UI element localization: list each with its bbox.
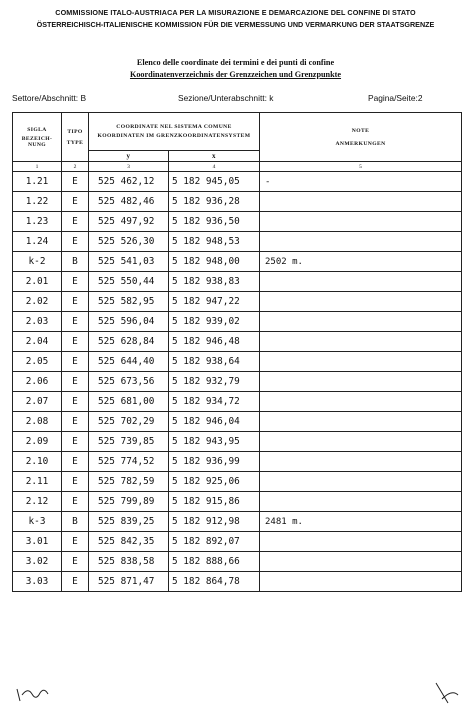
cell-y: 525 871,47 [89,572,169,592]
cell-x: 5 182 943,95 [169,432,260,452]
cell-note [260,232,462,252]
cell-x: 5 182 938,83 [169,272,260,292]
cell-x: 5 182 936,99 [169,452,260,472]
cell-y: 525 681,00 [89,392,169,412]
cell-sigla: k-3 [13,512,62,532]
column-header-tipo [62,113,89,162]
cell-y: 525 526,30 [89,232,169,252]
sigla-label-2: BEZEICH- [21,135,53,142]
table-row [13,432,462,452]
cell-note [260,492,462,512]
table-row [13,532,462,552]
cell-tipo: E [62,272,89,292]
table-row [13,232,462,252]
document-title-de: Koordinatenverzeichnis der Grenzzeichen und Grenzpunkte [129,70,342,79]
table-row [13,272,462,292]
settore-field [12,93,86,103]
sezione-label: Sezione/Unterabschnitt: [178,93,267,103]
table-row [13,552,462,572]
cell-x: 5 182 864,78 [169,572,260,592]
cell-note [260,532,462,552]
document-title-it: Elenco delle coordinate dei termini e dei punti di confine [136,58,335,67]
cell-note [260,212,462,232]
cell-y: 525 582,95 [89,292,169,312]
column-number-4: 4 [169,162,260,172]
table-row [13,212,462,232]
cell-sigla: 2.10 [13,452,62,472]
cell-x: 5 182 945,05 [169,172,260,192]
tipo-label-1: TIPO [67,128,83,135]
pagina-label: Pagina/Seite: [368,93,418,103]
cell-tipo: E [62,532,89,552]
cell-sigla: 1.23 [13,212,62,232]
cell-y: 525 842,35 [89,532,169,552]
cell-x: 5 182 892,07 [169,532,260,552]
cell-tipo: E [62,412,89,432]
cell-x: 5 182 946,48 [169,332,260,352]
cell-tipo: B [62,252,89,272]
cell-sigla: 3.01 [13,532,62,552]
cell-y: 525 774,52 [89,452,169,472]
cell-x: 5 182 947,22 [169,292,260,312]
cell-tipo: E [62,452,89,472]
signature-right [430,679,464,707]
cell-note [260,452,462,472]
sigla-label-3: NUNG [27,141,47,148]
table-row [13,332,462,352]
column-number-1: 1 [13,162,62,172]
cell-sigla: 2.05 [13,352,62,372]
table-row [13,392,462,412]
cell-x: 5 182 934,72 [169,392,260,412]
signature-left [14,681,54,705]
header-line-it: COMMISSIONE ITALO-AUSTRIACA PER LA MISURAZIONE E DEMARCAZIONE DEL CONFINE DI STATO [55,8,416,17]
cell-note [260,552,462,572]
cell-tipo: E [62,232,89,252]
sezione-field [178,93,273,103]
note-label-de: ANMERKUNGEN [335,140,386,147]
cell-note [260,392,462,412]
cell-sigla: 3.03 [13,572,62,592]
cell-y: 525 550,44 [89,272,169,292]
table-row [13,472,462,492]
cell-sigla: 3.02 [13,552,62,572]
cell-sigla: 2.11 [13,472,62,492]
cell-y: 525 799,89 [89,492,169,512]
cell-y: 525 541,03 [89,252,169,272]
cell-note [260,352,462,372]
cell-tipo: E [62,492,89,512]
cell-note [260,412,462,432]
coord-label-it: COORDINATE NEL SISTEMA COMUNE [116,124,232,130]
cell-y: 525 596,04 [89,312,169,332]
cell-tipo: E [62,432,89,452]
cell-note: - [260,172,462,192]
cell-y: 525 702,29 [89,412,169,432]
cell-x: 5 182 948,00 [169,252,260,272]
cell-tipo: E [62,312,89,332]
cell-x: 5 182 925,06 [169,472,260,492]
cell-sigla: 2.09 [13,432,62,452]
column-number-3: 3 [89,162,169,172]
cell-tipo: E [62,552,89,572]
settore-value: B [80,93,87,103]
cell-note: 2481 m. [260,512,462,532]
note-label-it: NOTE [351,127,370,134]
cell-note [260,332,462,352]
cell-tipo: E [62,192,89,212]
cell-note [260,432,462,452]
cell-x: 5 182 946,04 [169,412,260,432]
cell-x: 5 182 912,98 [169,512,260,532]
cell-note [260,372,462,392]
cell-x: 5 182 936,50 [169,212,260,232]
cell-sigla: 2.01 [13,272,62,292]
table-row [13,192,462,212]
table-row [13,492,462,512]
table-row [13,172,462,192]
tipo-label-2: TYPE [66,139,84,146]
table-row [13,452,462,472]
cell-sigla: 2.06 [13,372,62,392]
column-header-y: y [89,151,169,162]
cell-sigla: 1.21 [13,172,62,192]
cell-x: 5 182 948,53 [169,232,260,252]
pagina-field [368,93,423,103]
cell-note [260,292,462,312]
sigla-label-1: SIGLA [27,126,47,133]
cell-y: 525 462,12 [89,172,169,192]
cell-y: 525 644,40 [89,352,169,372]
cell-note [260,312,462,332]
cell-tipo: E [62,332,89,352]
cell-tipo: E [62,392,89,412]
pagina-value: 2 [417,93,423,103]
table-row [13,252,462,272]
cell-sigla: 2.07 [13,392,62,412]
cell-note: 2502 m. [260,252,462,272]
cell-tipo: E [62,472,89,492]
column-number-2: 2 [62,162,89,172]
cell-y: 525 839,25 [89,512,169,532]
cell-note [260,572,462,592]
cell-tipo: B [62,512,89,532]
cell-note [260,192,462,212]
settore-label: Settore/Abschnitt: [12,93,79,103]
cell-sigla: 1.24 [13,232,62,252]
table-row [13,312,462,332]
cell-x: 5 182 939,02 [169,312,260,332]
cell-sigla: k-2 [13,252,62,272]
cell-sigla: 2.08 [13,412,62,432]
table-row [13,292,462,312]
coord-label-de: KOORDINATEN IM GRENZKOORDINATENSYSTEM [97,133,251,139]
cell-y: 525 673,56 [89,372,169,392]
cell-note [260,472,462,492]
column-header-sigla [13,113,62,162]
cell-y: 525 782,59 [89,472,169,492]
cell-y: 525 482,46 [89,192,169,212]
cell-tipo: E [62,172,89,192]
cell-note [260,272,462,292]
cell-sigla: 2.04 [13,332,62,352]
table-row [13,412,462,432]
cell-x: 5 182 938,64 [169,352,260,372]
cell-tipo: E [62,572,89,592]
table-row [13,372,462,392]
cell-y: 525 628,84 [89,332,169,352]
cell-sigla: 2.02 [13,292,62,312]
cell-sigla: 1.22 [13,192,62,212]
cell-x: 5 182 888,66 [169,552,260,572]
table-body [13,172,462,592]
table-row [13,512,462,532]
cell-tipo: E [62,372,89,392]
header-line-de: ÖSTERREICHISCH-ITALIENISCHE KOMMISSION FÜR DIE VERMESSUNG UND VERMARKUNG DER STAATSGRENZE [36,20,435,29]
cell-y: 525 739,85 [89,432,169,452]
column-header-x: x [169,151,260,162]
cell-tipo: E [62,352,89,372]
cell-sigla: 2.12 [13,492,62,512]
cell-x: 5 182 936,28 [169,192,260,212]
sezione-value: k [269,93,274,103]
cell-y: 525 838,58 [89,552,169,572]
cell-tipo: E [62,292,89,312]
column-header-note [260,113,462,162]
cell-x: 5 182 915,86 [169,492,260,512]
table-row [13,572,462,592]
table-row [13,352,462,372]
cell-tipo: E [62,212,89,232]
coordinates-table [12,112,462,592]
cell-x: 5 182 932,79 [169,372,260,392]
cell-y: 525 497,92 [89,212,169,232]
column-number-5: 5 [260,162,462,172]
cell-sigla: 2.03 [13,312,62,332]
column-header-coordinates [89,113,260,151]
